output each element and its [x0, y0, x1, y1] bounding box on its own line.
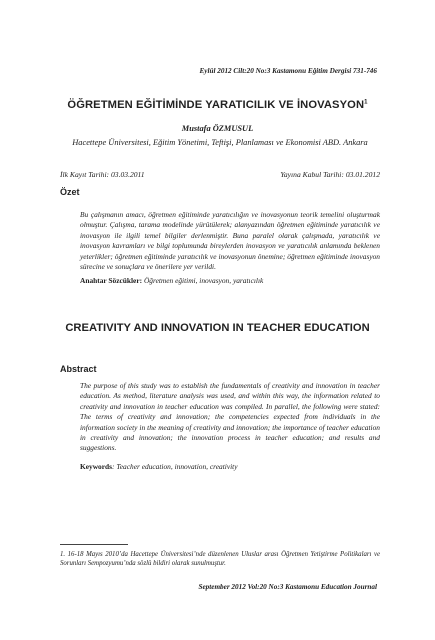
author-affiliation: Hacettepe Üniversitesi, Eğitim Yönetimi, Teftişi, Planlaması ve Ekonomisi ABD. Ankara	[72, 138, 368, 147]
keywords-en-label: Keywords	[80, 462, 113, 471]
turkish-title	[0, 99, 435, 111]
keywords-tr-value: Öğretmen eğitimi, inovasyon, yaratıcılık	[143, 276, 264, 285]
accepted-date: Yayına Kabul Tarihi: 03.01.2012	[280, 170, 380, 179]
keywords-tr	[80, 276, 263, 285]
keywords-en	[80, 462, 238, 471]
abstract-text: The purpose of this study was to establish the fundamentals of creativity and innovation in teacher education. As method, literature analysis was used, and within this way, the information related to creativity and innovation in teacher education was compiled. In parallel, the following were stated: The terms of creativity and innovation; the competencies expected from individuals in the information society in the meaning of creativity and innovation; the importance of teacher education in creativity and innovation; the innovation process in teacher education; and results and suggestions.	[80, 381, 380, 453]
abstract-heading: Abstract	[60, 364, 97, 374]
footnote-rule	[60, 544, 128, 545]
ozet-text: Bu çalışmanın amacı, öğretmen eğitiminde yaratıcılığın ve inovasyonun teorik temelini oluşturmak olmuştur. Çalışma, tarama modelinde yürütülerek; alanyazından öğretmen eğitiminde yaratıcılık ve inovasyon ile ilgili temel bilgiler derlenmiştir. Buna paralel olarak çalışmada, yaratıcılık ve inovasyon kavramları ve bilgi toplumunda bireylerden inovasyon ve yaratıcılık anlamında beklenen yeterlikler; öğretmen eğitiminde yaratıcılık ve inovasyonun önemine; öğretmen eğitiminde inovasyon sürecine ve sonuçlara ve önerilere yer verildi.	[80, 210, 380, 272]
keywords-tr-label: Anahtar Sözcükler:	[80, 276, 143, 285]
running-footer: September 2012 Vol:20 No:3 Kastamonu Education Journal	[198, 583, 377, 591]
english-title: CREATIVITY AND INNOVATION IN TEACHER EDUCATION	[65, 322, 370, 334]
title-footnote-mark: 1	[364, 99, 368, 106]
submission-dates	[60, 170, 380, 179]
running-header: Eylül 2012 Cilt:20 No:3 Kastamonu Eğitim Dergisi 731-746	[199, 67, 377, 75]
footnote: 1. 16-18 Mayıs 2010’da Hacettepe Üniversitesi’nde düzenlenen Uluslar arası Öğretmen Yetiştirme Politikaları ve Sorunları Sempozyumu’nda sözlü bildiri olarak sunulmuştur.	[60, 551, 380, 568]
received-date: İlk Kayıt Tarihi: 03.03.2011	[60, 170, 145, 179]
author-name: Mustafa ÖZMUSUL	[181, 124, 254, 133]
turkish-title-text: ÖĞRETMEN EĞİTİMİNDE YARATICILIK VE İNOVASYON	[67, 99, 365, 111]
keywords-en-value: : Teacher education, innovation, creativity	[112, 462, 238, 471]
ozet-heading: Özet	[60, 187, 80, 197]
